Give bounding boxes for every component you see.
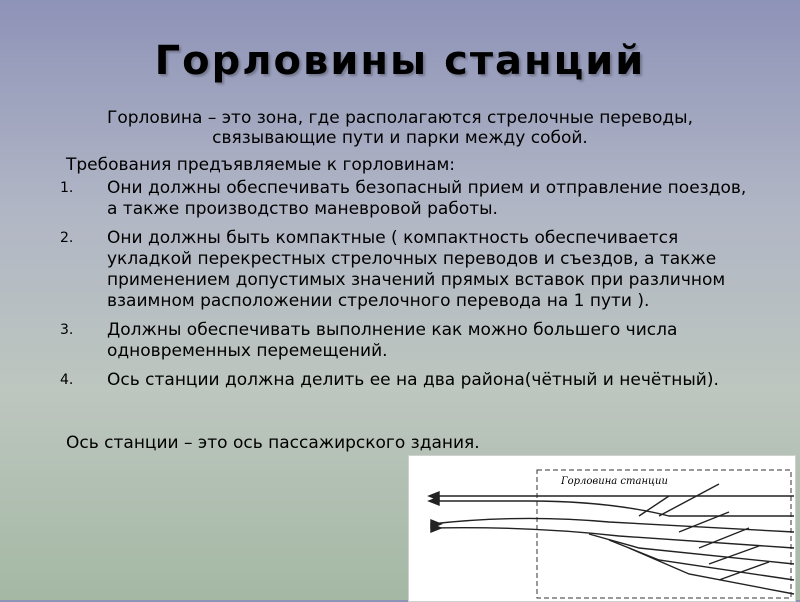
track-line (431, 528, 794, 548)
list-item-text: Они должны обеспечивать безопасный прием и отправление поездов, а также производство маневровой работы. (107, 178, 747, 219)
list-item (50, 320, 760, 362)
track-line (431, 501, 794, 516)
list-item-number: 2. (60, 230, 74, 246)
crossover (659, 484, 719, 516)
crossover (679, 512, 729, 532)
station-axis-definition: Ось станции – это ось пассажирского здания. (66, 433, 480, 453)
diagram-label: Горловина станции (561, 476, 668, 487)
track-line (589, 534, 794, 564)
slide-title: Горловины станций (154, 38, 646, 84)
track-line (431, 518, 794, 532)
throat-zone-boundary (537, 470, 791, 598)
crossover (719, 562, 769, 580)
requirements-heading: Требования предъявляемые к горловинам: (66, 155, 455, 175)
tracks (431, 484, 794, 594)
list-item-text: Они должны быть компактные ( компактность обеспечивается укладкой перекрестных стрелочных переводов и съездов, а также применением допустимых значений прямых вставок при различном взаимном расположении стрелочного перевода на 1 пути ). (107, 228, 726, 311)
station-throat-diagram (408, 455, 796, 602)
track-scheme-drawing (409, 456, 795, 601)
list-item-number: 1. (60, 180, 74, 196)
list-item (50, 228, 760, 312)
list-item-number: 4. (60, 372, 74, 388)
list-item (50, 178, 760, 220)
definition-text: Горловина – это зона, где располагаются стрелочные переводы, связывающие пути и парки между собой. (106, 108, 694, 148)
list-item-text: Должны обеспечивать выполнение как можно большего числа одновременных перемещений. (107, 320, 678, 361)
list-item-text: Ось станции должна делить ее на два района(чётный и нечётный). (107, 370, 719, 390)
direction-arrows (429, 492, 441, 532)
list-item (50, 370, 760, 391)
list-item-number: 3. (60, 322, 74, 338)
crossover (709, 546, 759, 564)
requirements-list (50, 178, 760, 399)
